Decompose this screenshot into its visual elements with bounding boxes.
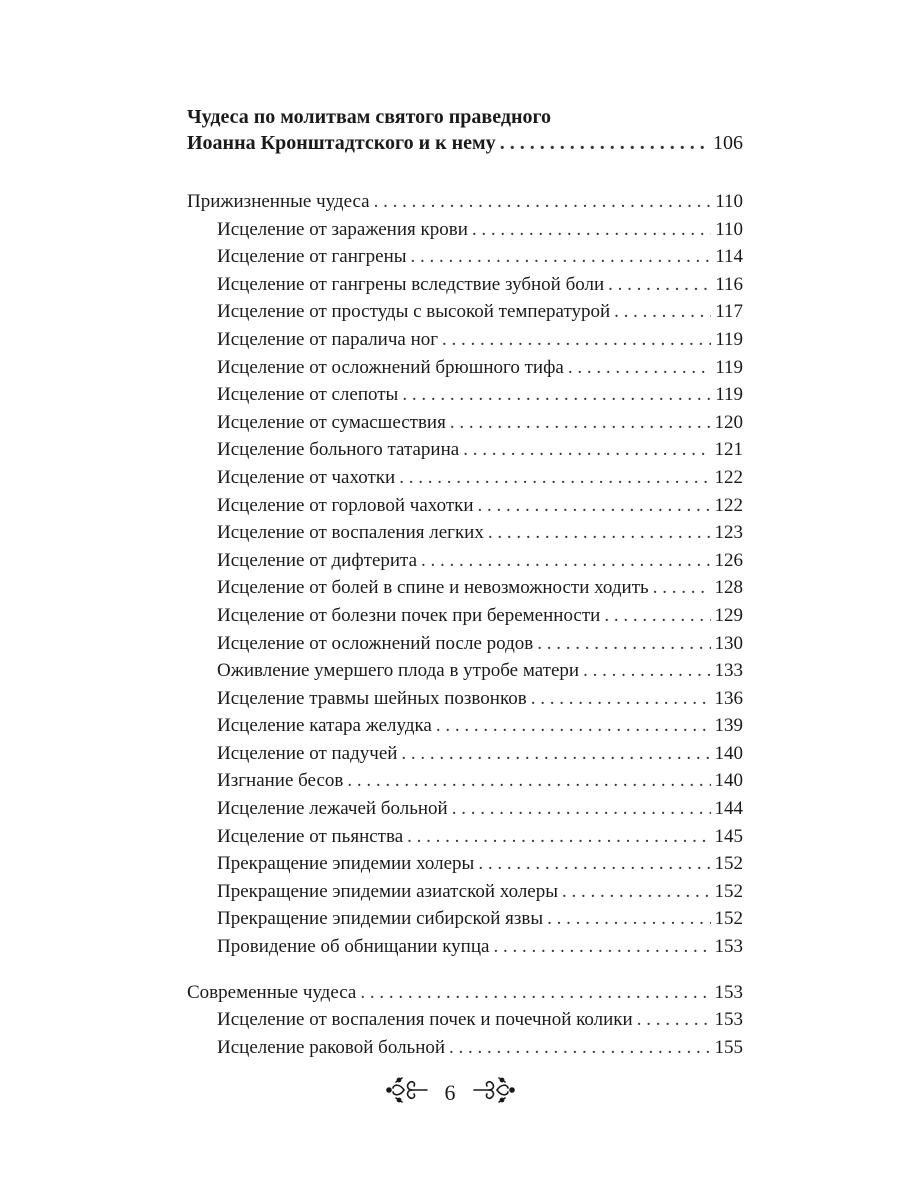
dot-leader <box>421 547 710 575</box>
dot-leader <box>604 602 710 630</box>
page-number: 110 <box>715 218 743 240</box>
toc-entry-title: Исцеление от гангрены <box>217 246 407 268</box>
dot-leader <box>637 1006 711 1034</box>
page-number: 119 <box>715 356 743 378</box>
page-number: 130 <box>714 632 743 654</box>
dot-leader <box>463 436 710 464</box>
folio-page-number: 6 <box>444 1080 456 1105</box>
dot-leader <box>478 850 710 878</box>
toc-entry[interactable] <box>187 933 743 961</box>
toc-entry-title: Исцеление от осложнений брюшного тифа <box>217 356 564 378</box>
toc-entry-title: Исцеление от осложнений после родов <box>217 632 534 654</box>
dot-leader <box>452 795 711 823</box>
page-number: 152 <box>714 908 743 930</box>
chapter-heading-line1: Чудеса по молитвам святого праведного <box>187 106 552 128</box>
floral-ornament-left-icon <box>384 1075 428 1111</box>
page-number: 153 <box>714 936 743 958</box>
dot-leader <box>399 464 710 492</box>
toc-entry-title: Исцеление от заражения крови <box>217 218 468 240</box>
dot-leader <box>488 519 711 547</box>
toc-entry[interactable] <box>187 436 743 464</box>
toc-entry[interactable] <box>187 823 743 851</box>
table-of-contents <box>187 104 743 1061</box>
page-number: 140 <box>714 742 743 764</box>
toc-entry[interactable] <box>187 464 743 492</box>
dot-leader <box>449 1034 710 1062</box>
page-number: 122 <box>714 494 743 516</box>
dot-leader <box>653 574 711 602</box>
toc-entry[interactable] <box>187 657 743 685</box>
floral-ornament-right-icon <box>473 1075 517 1111</box>
dot-leader <box>478 492 711 520</box>
dot-leader <box>547 905 710 933</box>
toc-entry[interactable] <box>187 740 743 768</box>
toc-entry[interactable] <box>187 243 743 271</box>
page-number: 152 <box>714 880 743 902</box>
page-number: 122 <box>714 466 743 488</box>
toc-entry-title: Исцеление от паралича ног <box>217 328 439 350</box>
toc-entry[interactable] <box>187 795 743 823</box>
toc-entry-title: Прекращение эпидемии азиатской холеры <box>217 880 559 902</box>
page-number: 116 <box>715 273 743 295</box>
toc-entry-title: Исцеление от дифтерита <box>217 549 418 571</box>
toc-entry-title: Исцеление от слепоты <box>217 384 399 406</box>
toc-entry[interactable] <box>187 354 743 382</box>
dot-leader <box>500 130 709 156</box>
page-number: 129 <box>714 604 743 626</box>
dot-leader <box>436 712 711 740</box>
toc-entry-title: Изгнание бесов <box>217 770 344 792</box>
dot-leader <box>450 409 711 437</box>
toc-entry[interactable] <box>187 905 743 933</box>
dot-leader <box>411 243 712 271</box>
dot-leader <box>531 685 711 713</box>
dot-leader <box>562 878 710 906</box>
toc-entry-title: Прекращение эпидемии холеры <box>217 853 475 875</box>
page-number: 110 <box>715 191 743 212</box>
toc-entry-title: Исцеление катара желудка <box>217 715 432 737</box>
dot-leader <box>614 298 711 326</box>
page-number: 106 <box>713 132 743 154</box>
page-number: 119 <box>715 384 743 406</box>
toc-entry[interactable] <box>187 767 743 795</box>
page-number: 153 <box>714 981 743 1003</box>
page-number: 119 <box>715 328 743 350</box>
toc-entry-title: Исцеление от сумасшествия <box>217 411 446 433</box>
toc-entry-title: Провидение об обнищании купца <box>217 936 490 958</box>
toc-entry[interactable] <box>187 298 743 326</box>
toc-entry-title: Исцеление от падучей <box>217 742 398 764</box>
page-number: 145 <box>714 825 743 847</box>
toc-entry-title: Исцеление от болей в спине и невозможности ходить <box>217 577 649 599</box>
page-number: 126 <box>714 549 743 571</box>
page-number: 155 <box>714 1036 743 1058</box>
toc-entry[interactable] <box>187 574 743 602</box>
dot-leader <box>583 657 710 685</box>
dot-leader <box>472 216 711 244</box>
toc-entry-title: Прекращение эпидемии сибирской язвы <box>217 908 544 930</box>
dot-leader <box>407 823 710 851</box>
page-number: 140 <box>714 770 743 792</box>
toc-entry-title: Исцеление от чахотки <box>217 466 396 488</box>
page-number: 120 <box>714 411 743 433</box>
dot-leader <box>401 740 710 768</box>
toc-entry[interactable] <box>187 326 743 354</box>
dot-leader <box>442 326 711 354</box>
toc-entry[interactable] <box>187 630 743 658</box>
page-number: 136 <box>714 687 743 709</box>
toc-entry[interactable] <box>187 381 743 409</box>
toc-entry[interactable] <box>187 492 743 520</box>
toc-entry-title: Исцеление лежачей больной <box>217 798 448 820</box>
toc-section-title: Прижизненные чудеса <box>187 191 370 212</box>
toc-entry[interactable] <box>187 547 743 575</box>
toc-entry[interactable] <box>187 271 743 299</box>
toc-entry[interactable] <box>187 602 743 630</box>
page-number: 117 <box>715 301 743 323</box>
page-folio <box>0 1075 900 1111</box>
toc-entry-title: Исцеление от воспаления легких <box>217 522 484 544</box>
toc-entry-title: Исцеление травмы шейных позвонков <box>217 687 527 709</box>
toc-entry-title: Исцеление от горловой чахотки <box>217 494 474 516</box>
toc-entry-title: Исцеление раковой больной <box>217 1036 446 1058</box>
toc-entry[interactable] <box>187 850 743 878</box>
page-number: 144 <box>714 798 743 820</box>
page-number: 152 <box>714 853 743 875</box>
toc-entry-title: Исцеление больного татарина <box>217 439 460 461</box>
dot-leader <box>347 767 710 795</box>
toc-section-entry[interactable] <box>187 979 743 1007</box>
dot-leader <box>608 271 711 299</box>
chapter-heading-row[interactable] <box>187 130 743 156</box>
toc-entry-title: Исцеление от воспаления почек и почечной колики <box>217 1009 633 1031</box>
toc-entry-title: Исцеление от пьянства <box>217 825 404 847</box>
dot-leader <box>374 188 712 216</box>
page-number: 139 <box>714 715 743 737</box>
page-number: 114 <box>715 246 743 268</box>
toc-entry[interactable] <box>187 409 743 437</box>
toc-entry[interactable] <box>187 1006 743 1034</box>
toc-entry[interactable] <box>187 878 743 906</box>
toc-entry[interactable] <box>187 519 743 547</box>
page-number: 153 <box>714 1009 743 1031</box>
section-gap <box>187 961 743 979</box>
dot-leader <box>568 354 711 382</box>
toc-entry-title: Исцеление от простуды с высокой температурой <box>217 301 611 323</box>
dot-leader <box>493 933 710 961</box>
dot-leader <box>360 979 710 1007</box>
dot-leader <box>537 630 710 658</box>
chapter-heading-line2: Иоанна Кронштадтского и к нему <box>187 132 496 154</box>
sections-container <box>187 188 743 1061</box>
toc-entry[interactable] <box>187 685 743 713</box>
toc-section-entry[interactable] <box>187 188 743 216</box>
page-number: 121 <box>714 439 743 461</box>
toc-entry[interactable] <box>187 216 743 244</box>
toc-entry-title: Исцеление от болезни почек при беременности <box>217 604 601 626</box>
page-number: 128 <box>714 577 743 599</box>
toc-entry-title: Исцеление от гангрены вследствие зубной боли <box>217 273 605 295</box>
toc-entry[interactable] <box>187 1034 743 1062</box>
page-number: 123 <box>714 522 743 544</box>
toc-section-title: Современные чудеса <box>187 981 357 1003</box>
dot-leader <box>402 381 711 409</box>
page-number: 133 <box>714 660 743 682</box>
chapter-heading <box>187 104 743 156</box>
toc-entry-title: Оживление умершего плода в утробе матери <box>217 660 580 682</box>
toc-entry[interactable] <box>187 712 743 740</box>
